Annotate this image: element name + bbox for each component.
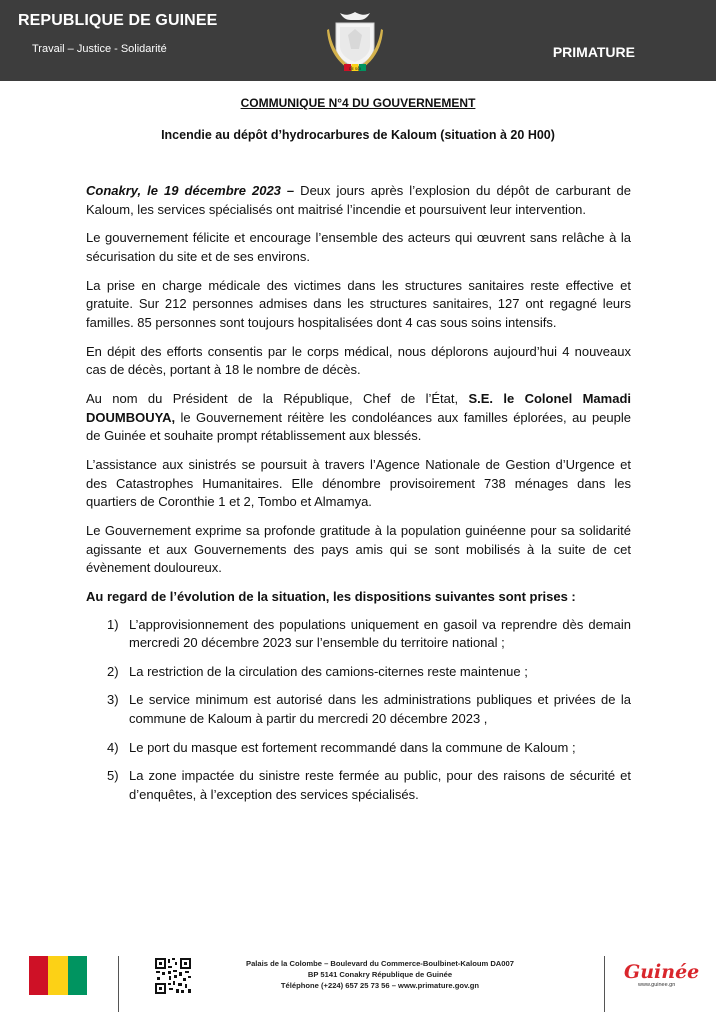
paragraph-5-end: le Gouvernement réitère les condoléances aux familles éplorées, au peuple de Guinée et souhaite prompt rétablissement aux blessés. (86, 409, 631, 444)
national-motto: Travail – Justice - Solidarité (32, 43, 167, 55)
paragraph-5-start: Au nom du Président de la République, Chef de l’État, (86, 391, 469, 407)
paragraph-lead (86, 182, 631, 219)
lead-text: Deux jours après l’explosion du dépôt de carburant de Kaloum, les services spécialisés ont maitrisé l’incendie et poursuivent leur intervention. (86, 183, 631, 217)
list-item-number: 2) (107, 663, 119, 679)
list-item-text: L’approvisionnement des populations uniquement en gasoil va reprendre dès demain mercredi 20 décembre 2023 sur l’ensemble du territoire national ; (129, 616, 631, 651)
address-line: Palais de la Colombe – Boulevard du Commerce-Boulbinet-Kaloum DA007 (246, 959, 514, 968)
communique-subtitle: Incendie au dépôt d’hydrocarbures de Kaloum (situation à 20 H00) (161, 128, 555, 142)
communique-body (86, 182, 631, 814)
list-item (86, 767, 631, 804)
list-item (86, 739, 631, 758)
flag-red-band (29, 956, 48, 995)
flag-green-band (68, 956, 87, 995)
office-name: PRIMATURE (552, 44, 635, 60)
list-item-number: 5) (107, 768, 119, 784)
paragraph-7: Le Gouvernement exprime sa profonde gratitude à la population guinéenne pour sa solidarité agissante et aux Gouvernements des pays amis qui se sont mobilisés à la suite de cet évènement douloureux. (86, 523, 631, 576)
guinee-brand-logo (624, 961, 700, 988)
header-banner (0, 0, 716, 81)
guinea-flag-icon (29, 956, 87, 995)
contact-line: Téléphone (+224) 657 25 73 56 – www.primature.gov.gn (280, 981, 480, 990)
list-item-text: Le service minimum est autorisé dans les administrations publiques et privées de la commune de Kaloum à partir du mercredi 20 décembre 2023 , (129, 692, 631, 726)
list-item-number: 1) (107, 616, 119, 632)
measures-list (86, 616, 631, 805)
list-item-text: La restriction de la circulation des camions-citernes reste maintenue ; (129, 663, 528, 679)
list-item (86, 691, 631, 728)
brand-website: www.guinee.gn (638, 982, 676, 988)
brand-name: Guinée (624, 961, 700, 983)
list-item-number: 4) (107, 739, 119, 755)
footer-divider-right (604, 956, 605, 1012)
communique-title: COMMUNIQUE N°4 DU GOUVERNEMENT (240, 96, 476, 110)
footer-divider-left (118, 956, 119, 1012)
paragraph-3: La prise en charge médicale des victimes dans les structures sanitaires reste effective et gratuite. Sur 212 personnes admises dans les structures sanitaires, 127 ont regagné leurs familles. 85 personnes sont toujours hospitalisées dont 4 cas sous soins intensifs. (86, 277, 631, 330)
flag-yellow-band (48, 956, 67, 995)
paragraph-5 (86, 390, 631, 446)
emblem-motto: DE SOI (349, 67, 361, 71)
list-item-text: Le port du masque est fortement recommandé dans la commune de Kaloum ; (129, 739, 576, 755)
dispositions-heading: Au regard de l’évolution de la situation, les dispositions suivantes sont prises : (86, 589, 576, 604)
list-item-text: La zone impactée du sinistre reste fermée au public, pour des raisons de sécurité et d’enquêtes, à l’exception des services spécialisés. (129, 768, 631, 802)
footer-address (200, 958, 560, 991)
list-item-number: 3) (107, 692, 119, 708)
paragraph-6: L’assistance aux sinistrés se poursuit à travers l’Agence Nationale de Gestion d’Urgence et des Catastrophes Humanitaires. Elle dénombre provisoirement 738 ménages dans les quartiers de Coronthie 1 et 2, Tombo et Almamya. (86, 457, 631, 510)
address-line: BP 5141 Conakry République de Guinée (307, 970, 453, 979)
list-item (86, 663, 631, 682)
dateline: Conakry, le 19 décembre 2023 – (86, 183, 295, 198)
president-name: S.E. le Colonel Mamadi DOUMBOUYA, (86, 391, 631, 425)
country-name: REPUBLIQUE DE GUINEE (18, 12, 218, 29)
paragraph-2: Le gouvernement félicite et encourage l’ensemble des acteurs qui œuvrent sans relâche à la sécurisation du site et de ses environs. (86, 230, 631, 264)
paragraph-4: En dépit des efforts consentis par le corps médical, nous déplorons aujourd’hui 4 nouveaux cas de décès, portant à 18 le nombre de décès. (86, 343, 631, 378)
qr-code-icon (154, 957, 192, 995)
guinea-coat-of-arms-icon (326, 9, 384, 75)
list-item (86, 616, 631, 653)
